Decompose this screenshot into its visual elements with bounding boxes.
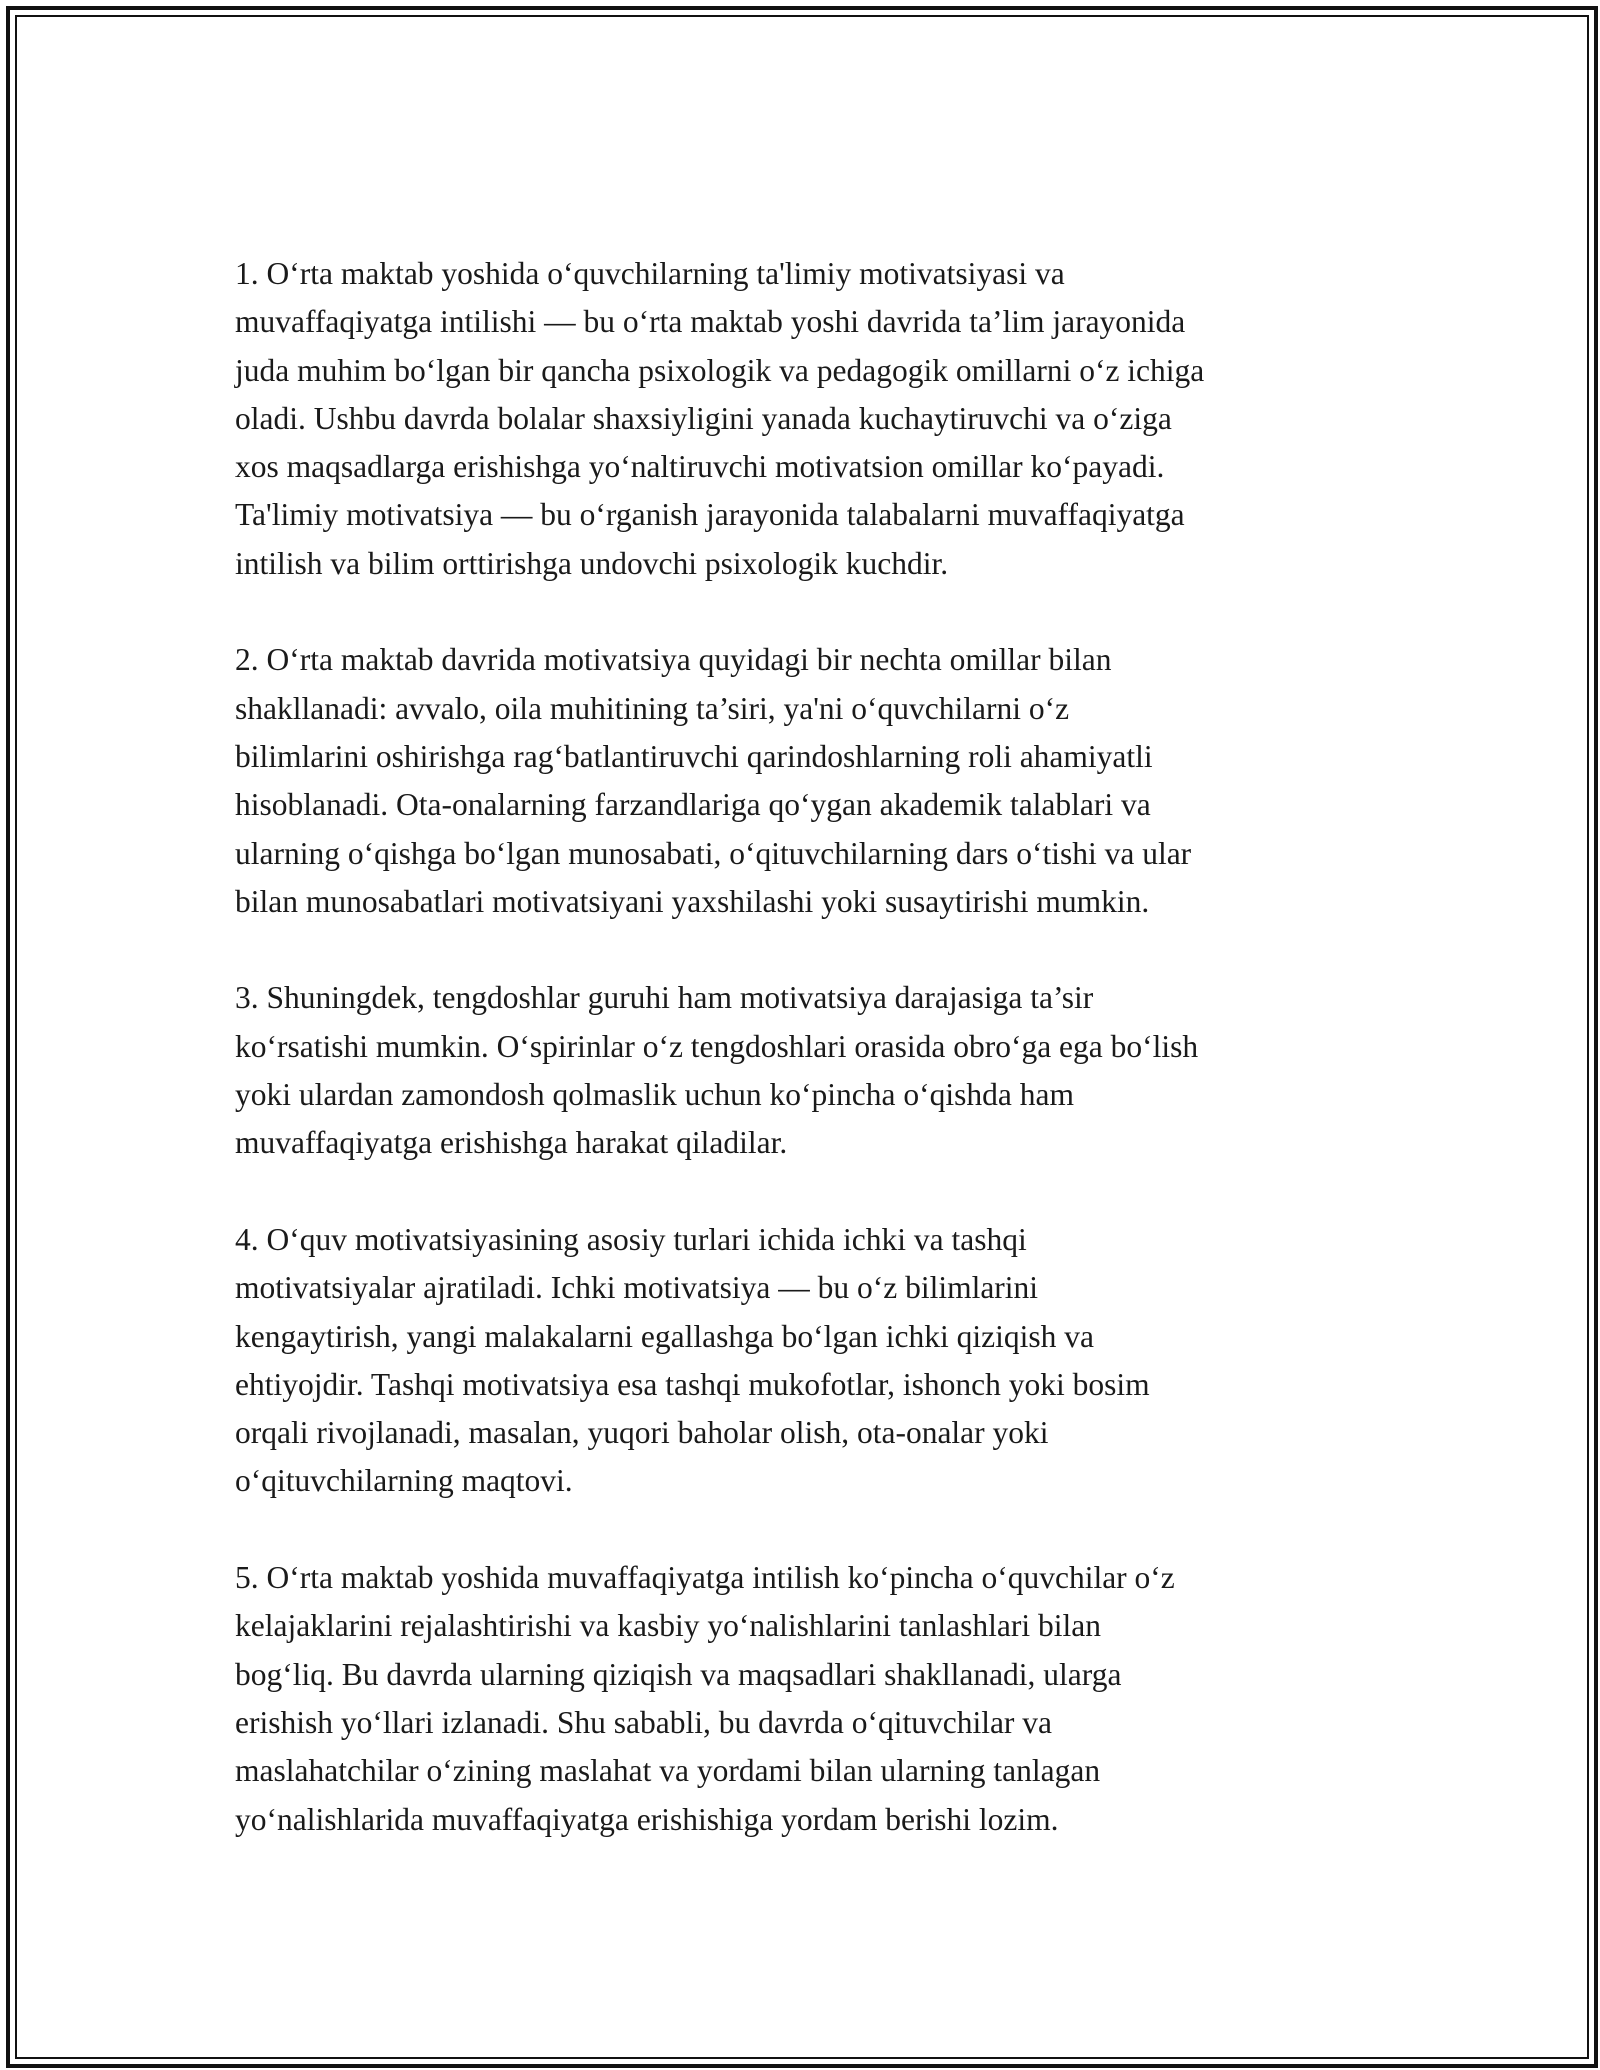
- paragraph-2: 2. O‘rta maktab davrida motivatsiya quyidagi bir nechta omillar bilan shakllanadi: avvalo, oila muhitining ta’siri, ya'ni o‘quvchilarni o‘z bilimlarini oshirishga rag‘batlantiruvchi qarindoshlarning roli ahamiyatli hisoblanadi. Ota-onalarning farzandlariga qo‘ygan akademik talablari va ularning o‘qishga bo‘lgan munosabati, o‘qituvchilarning dars o‘tishi va ular bilan munosabatlari motivatsiyani yaxshilashi yoki susaytirishi mumkin.: [235, 642, 1192, 919]
- paragraph-4: 4. O‘quv motivatsiyasining asosiy turlari ichida ichki va tashqi motivatsiyalar ajratiladi. Ichki motivatsiya — bu o‘z bilimlarini kengaytirish, yangi malakalarni egallashga bo‘lgan ichki qiziqish va ehtiyojdir. Tashqi motivatsiya esa tashqi mukofotlar, ishonch yoki bosim orqali rivojlanadi, masalan, yuqori baholar olish, ota-onalar yoki o‘qituvchilarning maqtovi.: [235, 1221, 1150, 1499]
- paragraph-5: 5. O‘rta maktab yoshida muvaffaqiyatga intilish ko‘pincha o‘quvchilar o‘z kelajaklarini rejalashtirishi va kasbiy yo‘nalishlarini tanlashlari bilan bog‘liq. Bu davrda ularning qiziqish va maqsadlari shakllanadi, ularga erishish yo‘llari izlanadi. Shu sababli, bu davrda o‘qituvchilar va maslahatchilar o‘zining maslahat va yordami bilan ularning tanlagan yo‘nalishlarida muvaffaqiyatga erishishiga yordam berishi lozim.: [235, 1560, 1175, 1837]
- paragraph-1: 1. O‘rta maktab yoshida o‘quvchilarning ta'limiy motivatsiyasi va muvaffaqiyatga intilishi — bu o‘rta maktab yoshi davrida ta’lim jarayonida juda muhim bo‘lgan bir qancha psixologik va pedagogik omillarni o‘z ichiga oladi. Ushbu davrda bolalar shaxsiyligini yanada kuchaytiruvchi va o‘ziga xos maqsadlarga erishishga yo‘naltiruvchi motivatsion omillar ko‘payadi. Ta'limiy motivatsiya — bu o‘rganish jarayonida talabalarni muvaffaqiyatga intilish va bilim orttirishga undovchi psixologik kuchdir.: [235, 256, 1205, 581]
- paragraph-3: 3. Shuningdek, tengdoshlar guruhi ham motivatsiya darajasiga ta’sir ko‘rsatishi mumkin. O‘spirinlar o‘z tengdoshlari orasida obro‘ga ega bo‘lish yoki ulardan zamondosh qolmaslik uchun ko‘pincha o‘qishda ham muvaffaqiyatga erishishga harakat qiladilar.: [235, 980, 1199, 1161]
- document-body: [235, 250, 1375, 1844]
